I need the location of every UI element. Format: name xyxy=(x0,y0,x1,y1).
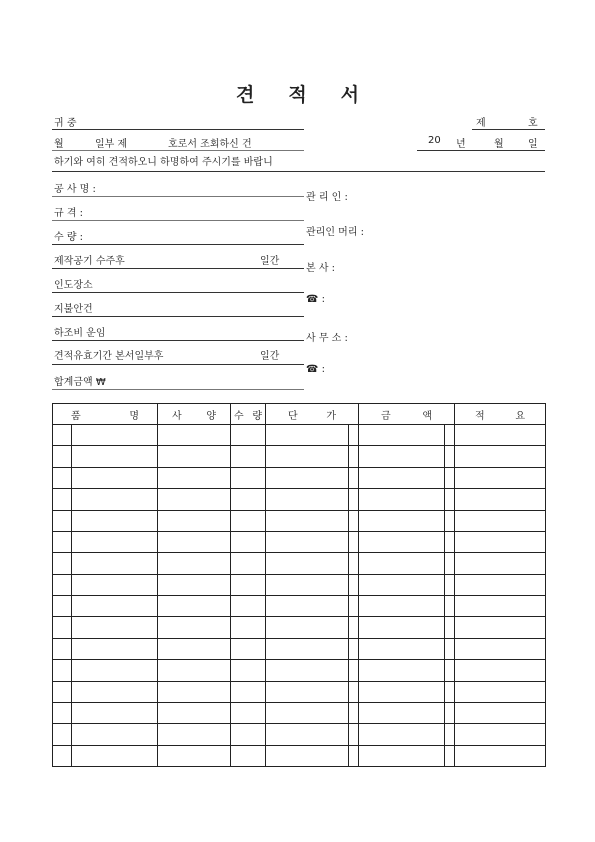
doc-no-line xyxy=(472,129,545,130)
table-cell xyxy=(359,425,445,446)
table-cell xyxy=(266,446,349,467)
ref-text: 호로서 조회하신 건 xyxy=(168,139,252,150)
table-cell xyxy=(359,638,445,659)
table-cell xyxy=(266,745,349,766)
recipient-label: 귀 중 xyxy=(54,118,77,129)
ref-line xyxy=(52,150,304,151)
table-cell xyxy=(231,638,266,659)
col-header-item: 품 명 xyxy=(53,404,158,425)
table-row xyxy=(53,617,546,638)
table-cell xyxy=(455,531,546,552)
table-cell xyxy=(158,531,231,552)
table-cell xyxy=(231,446,266,467)
table-row xyxy=(53,681,546,702)
table-cell xyxy=(455,702,546,723)
table-cell xyxy=(266,724,349,745)
table-cell xyxy=(359,553,445,574)
table-cell xyxy=(72,745,158,766)
manager-name-label: 관리인 머리 : xyxy=(306,227,365,238)
table-cell xyxy=(359,724,445,745)
table-cell xyxy=(53,724,72,745)
table-cell xyxy=(359,467,445,488)
table-cell xyxy=(266,467,349,488)
table-cell xyxy=(349,553,359,574)
project-name-label: 공 사 명 : xyxy=(54,184,96,195)
table-cell xyxy=(158,617,231,638)
quantity-label: 수 량 : xyxy=(54,232,84,243)
table-cell xyxy=(231,617,266,638)
table-cell xyxy=(72,702,158,723)
table-cell xyxy=(455,745,546,766)
total-amount-line xyxy=(52,389,304,390)
table-cell xyxy=(445,702,455,723)
quantity-line xyxy=(52,244,304,245)
validity-label: 견적유효기간 본서일부후 xyxy=(54,351,164,362)
table-cell xyxy=(359,702,445,723)
table-cell xyxy=(445,745,455,766)
col-header-unit-price: 단 가 xyxy=(266,404,359,425)
col-header-amount: 금 액 xyxy=(359,404,455,425)
table-cell xyxy=(231,489,266,510)
table-row xyxy=(53,574,546,595)
table-cell xyxy=(158,724,231,745)
table-cell xyxy=(231,531,266,552)
table-cell xyxy=(266,638,349,659)
table-cell xyxy=(158,681,231,702)
table-cell xyxy=(158,553,231,574)
date-year-unit: 년 xyxy=(456,139,466,150)
table-cell xyxy=(445,596,455,617)
table-cell xyxy=(72,574,158,595)
table-cell xyxy=(349,702,359,723)
manager-label: 관 리 인 : xyxy=(306,192,348,203)
table-cell xyxy=(349,596,359,617)
table-cell xyxy=(455,681,546,702)
table-cell xyxy=(231,660,266,681)
table-cell xyxy=(158,510,231,531)
table-cell xyxy=(53,681,72,702)
table-row xyxy=(53,531,546,552)
table-cell xyxy=(266,596,349,617)
table-cell xyxy=(349,681,359,702)
doc-no-prefix: 제 xyxy=(476,118,486,129)
table-header-row xyxy=(53,404,546,425)
table-cell xyxy=(455,425,546,446)
table-cell xyxy=(231,574,266,595)
table-cell xyxy=(266,681,349,702)
table-cell xyxy=(349,638,359,659)
validity-line xyxy=(52,364,304,365)
table-cell xyxy=(445,553,455,574)
table-cell xyxy=(231,553,266,574)
table-cell xyxy=(455,617,546,638)
table-row xyxy=(53,745,546,766)
table-cell xyxy=(445,617,455,638)
table-row xyxy=(53,446,546,467)
table-cell xyxy=(53,553,72,574)
table-cell xyxy=(266,660,349,681)
period-unit: 일간 xyxy=(260,256,280,267)
table-cell xyxy=(455,510,546,531)
table-cell xyxy=(53,745,72,766)
table-cell xyxy=(349,724,359,745)
payment-label: 지불안건 xyxy=(54,304,93,315)
table-row xyxy=(53,489,546,510)
table-cell xyxy=(72,596,158,617)
table-cell xyxy=(72,660,158,681)
table-cell xyxy=(53,638,72,659)
table-cell xyxy=(349,446,359,467)
spec-label: 규 격 : xyxy=(54,208,84,219)
table-row xyxy=(53,467,546,488)
table-cell xyxy=(53,446,72,467)
table-cell xyxy=(455,596,546,617)
table-cell xyxy=(359,510,445,531)
table-row xyxy=(53,425,546,446)
validity-unit: 일간 xyxy=(260,351,280,362)
table-row xyxy=(53,510,546,531)
table-cell xyxy=(158,745,231,766)
ref-month: 월 xyxy=(54,139,64,150)
table-row xyxy=(53,638,546,659)
table-cell xyxy=(359,617,445,638)
table-cell xyxy=(266,531,349,552)
payment-line xyxy=(52,316,304,317)
table-cell xyxy=(455,489,546,510)
freight-label: 하조비 운임 xyxy=(54,328,106,339)
delivery-line xyxy=(52,292,304,293)
table-cell xyxy=(53,617,72,638)
table-cell xyxy=(72,638,158,659)
office-label: 사 무 소 : xyxy=(306,333,348,344)
title-char-3: 서 xyxy=(340,84,360,106)
table-cell xyxy=(349,489,359,510)
table-cell xyxy=(158,574,231,595)
table-cell xyxy=(231,745,266,766)
table-cell xyxy=(359,681,445,702)
period-line xyxy=(52,268,304,269)
table-cell xyxy=(231,510,266,531)
table-cell xyxy=(266,574,349,595)
table-cell xyxy=(158,660,231,681)
table-cell xyxy=(72,510,158,531)
table-cell xyxy=(158,446,231,467)
table-cell xyxy=(359,660,445,681)
table-cell xyxy=(445,574,455,595)
table-cell xyxy=(349,745,359,766)
ref-day: 일부 제 xyxy=(95,139,128,150)
table-cell xyxy=(455,553,546,574)
table-cell xyxy=(53,425,72,446)
table-cell xyxy=(266,617,349,638)
table-cell xyxy=(349,574,359,595)
table-cell xyxy=(455,446,546,467)
freight-line xyxy=(52,340,304,341)
table-cell xyxy=(359,745,445,766)
col-header-qty: 수 량 xyxy=(231,404,266,425)
table-cell xyxy=(231,596,266,617)
table-cell xyxy=(72,467,158,488)
table-cell xyxy=(53,702,72,723)
table-cell xyxy=(72,531,158,552)
table-cell xyxy=(445,510,455,531)
table-cell xyxy=(445,638,455,659)
table-cell xyxy=(158,425,231,446)
delivery-label: 인도장소 xyxy=(54,280,93,291)
document-title xyxy=(0,80,595,107)
table-cell xyxy=(231,681,266,702)
table-cell xyxy=(445,446,455,467)
table-cell xyxy=(72,425,158,446)
table-cell xyxy=(349,467,359,488)
table-cell xyxy=(72,489,158,510)
table-cell xyxy=(266,702,349,723)
table-cell xyxy=(445,425,455,446)
table-cell xyxy=(72,446,158,467)
head-office-label: 본 사 : xyxy=(306,263,336,274)
table-cell xyxy=(158,638,231,659)
table-row xyxy=(53,702,546,723)
table-cell xyxy=(359,446,445,467)
table-cell xyxy=(53,467,72,488)
title-char-2: 적 xyxy=(288,84,307,106)
table-cell xyxy=(231,425,266,446)
spec-line xyxy=(52,220,304,221)
table-cell xyxy=(72,553,158,574)
date-month-unit: 월 xyxy=(494,139,504,150)
table-cell xyxy=(445,467,455,488)
table-cell xyxy=(349,660,359,681)
table-cell xyxy=(349,531,359,552)
table-cell xyxy=(455,467,546,488)
table-cell xyxy=(231,467,266,488)
table-cell xyxy=(53,596,72,617)
table-row xyxy=(53,596,546,617)
table-cell xyxy=(266,489,349,510)
table-cell xyxy=(445,489,455,510)
table-cell xyxy=(455,638,546,659)
period-label: 제작공기 수주후 xyxy=(54,256,125,267)
table-cell xyxy=(349,510,359,531)
header-separator xyxy=(52,171,545,172)
table-cell xyxy=(455,660,546,681)
table-cell xyxy=(455,724,546,745)
col-header-spec: 사 양 xyxy=(158,404,231,425)
total-amount-label: 합계금액 ₩ xyxy=(54,377,106,388)
table-cell xyxy=(359,596,445,617)
table-cell xyxy=(53,489,72,510)
table-cell xyxy=(53,531,72,552)
table-cell xyxy=(359,489,445,510)
table-cell xyxy=(266,510,349,531)
phone-icon: ☎ : xyxy=(306,294,326,305)
table-cell xyxy=(359,531,445,552)
table-cell xyxy=(445,681,455,702)
request-text: 하기와 여히 견적하오니 하명하여 주시기를 바랍니 xyxy=(54,157,273,168)
table-cell xyxy=(266,553,349,574)
table-row xyxy=(53,724,546,745)
table-cell xyxy=(53,660,72,681)
table-cell xyxy=(455,574,546,595)
table-cell xyxy=(266,425,349,446)
table-cell xyxy=(158,596,231,617)
table-cell xyxy=(72,681,158,702)
table-cell xyxy=(445,531,455,552)
table-cell xyxy=(445,724,455,745)
col-header-remarks: 적 요 xyxy=(455,404,546,425)
table-cell xyxy=(72,724,158,745)
table-cell xyxy=(359,574,445,595)
table-cell xyxy=(349,425,359,446)
table-row xyxy=(53,660,546,681)
table-cell xyxy=(445,660,455,681)
title-char-1: 견 xyxy=(235,84,255,106)
table-cell xyxy=(231,702,266,723)
table-row xyxy=(53,553,546,574)
recipient-line xyxy=(52,129,304,130)
doc-no-suffix: 호 xyxy=(528,118,538,129)
table-cell xyxy=(158,467,231,488)
table-cell xyxy=(158,489,231,510)
table-cell xyxy=(53,510,72,531)
table-cell xyxy=(158,702,231,723)
table-cell xyxy=(349,617,359,638)
date-day-unit: 일 xyxy=(528,139,538,150)
table-cell xyxy=(72,617,158,638)
project-name-line xyxy=(52,196,304,197)
table-cell xyxy=(231,724,266,745)
date-year: 20 xyxy=(428,135,441,146)
table-cell xyxy=(53,574,72,595)
phone-icon: ☎ : xyxy=(306,364,326,375)
date-line xyxy=(417,150,545,151)
items-table xyxy=(52,403,546,767)
